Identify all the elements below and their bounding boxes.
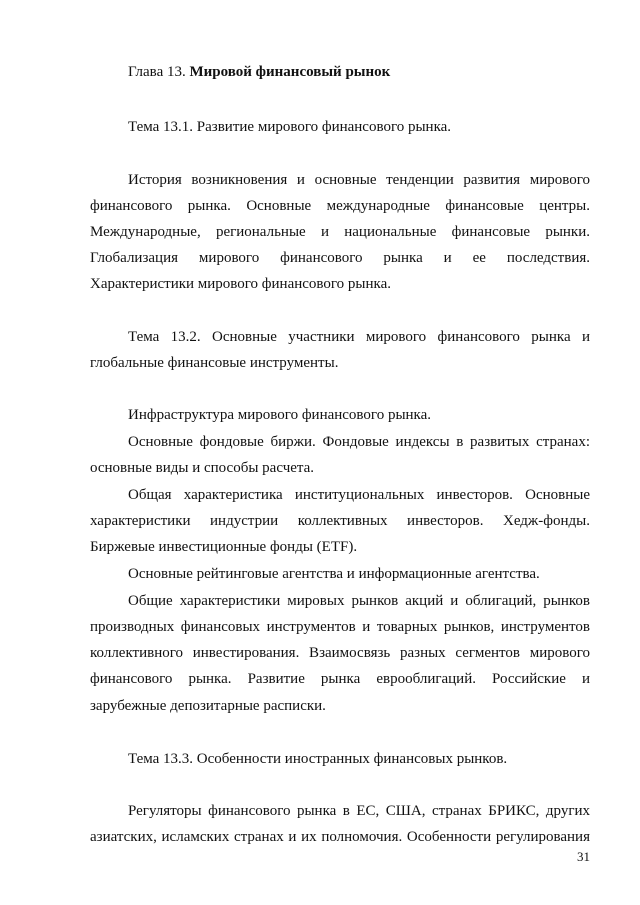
- paragraph-line: Международные, региональные и национальные финансовые рынки.: [90, 224, 590, 240]
- paragraph-line: производных финансовых инструментов и товарных рынков, инструментов: [90, 619, 590, 635]
- paragraph-line: Общие характеристики мировых рынков акций и облигаций, рынков: [128, 593, 590, 609]
- paragraph-line: Глобализация мирового финансового рынка и ее последствия.: [90, 250, 590, 266]
- paragraph-line: основные виды и способы расчета.: [90, 460, 315, 476]
- topic-13-3-title: Тема 13.3. Особенности иностранных финансовых рынков.: [128, 751, 508, 767]
- paragraph-line: Общая характеристика институциональных инвесторов. Основные: [128, 487, 590, 503]
- paragraph-line: характеристики индустрии коллективных инвесторов. Хедж-фонды.: [90, 513, 590, 529]
- topic-13-2-title-line: Тема 13.2. Основные участники мирового финансового рынка и: [128, 329, 590, 345]
- paragraph-line: зарубежные депозитарные расписки.: [90, 698, 326, 714]
- paragraph-line: Характеристики мирового финансового рынка.: [90, 276, 392, 292]
- paragraph-line: Основные рейтинговые агентства и информационные агентства.: [128, 566, 540, 582]
- paragraph-line: финансового рынка. Развитие рынка еврооблигаций. Российские и: [90, 671, 590, 687]
- page-number: 31: [577, 849, 590, 864]
- paragraph-line: азиатских, исламских странах и их полномочия. Особенности регулирования: [90, 829, 590, 845]
- chapter-title: Мировой финансовый рынок: [189, 64, 391, 80]
- paragraph-line: Биржевые инвестиционные фонды (ETF).: [90, 539, 358, 555]
- paragraph-line: Основные фондовые биржи. Фондовые индексы в развитых странах:: [128, 434, 590, 450]
- paragraph-line: финансового рынка. Основные международные финансовые центры.: [90, 198, 590, 214]
- paragraph-line: Регуляторы финансового рынка в ЕС, США, странах БРИКС, других: [128, 803, 590, 819]
- chapter-prefix: Глава 13.: [128, 64, 190, 80]
- paragraph-line: Инфраструктура мирового финансового рынка.: [128, 407, 432, 423]
- chapter-heading: [128, 62, 390, 82]
- topic-13-2-title-line: глобальные финансовые инструменты.: [90, 355, 339, 371]
- paragraph-line: История возникновения и основные тенденции развития мирового: [128, 172, 590, 188]
- paragraph-line: коллективного инвестирования. Взаимосвязь разных сегментов мирового: [90, 645, 590, 661]
- topic-13-1-title: Тема 13.1. Развитие мирового финансового рынка.: [128, 119, 452, 135]
